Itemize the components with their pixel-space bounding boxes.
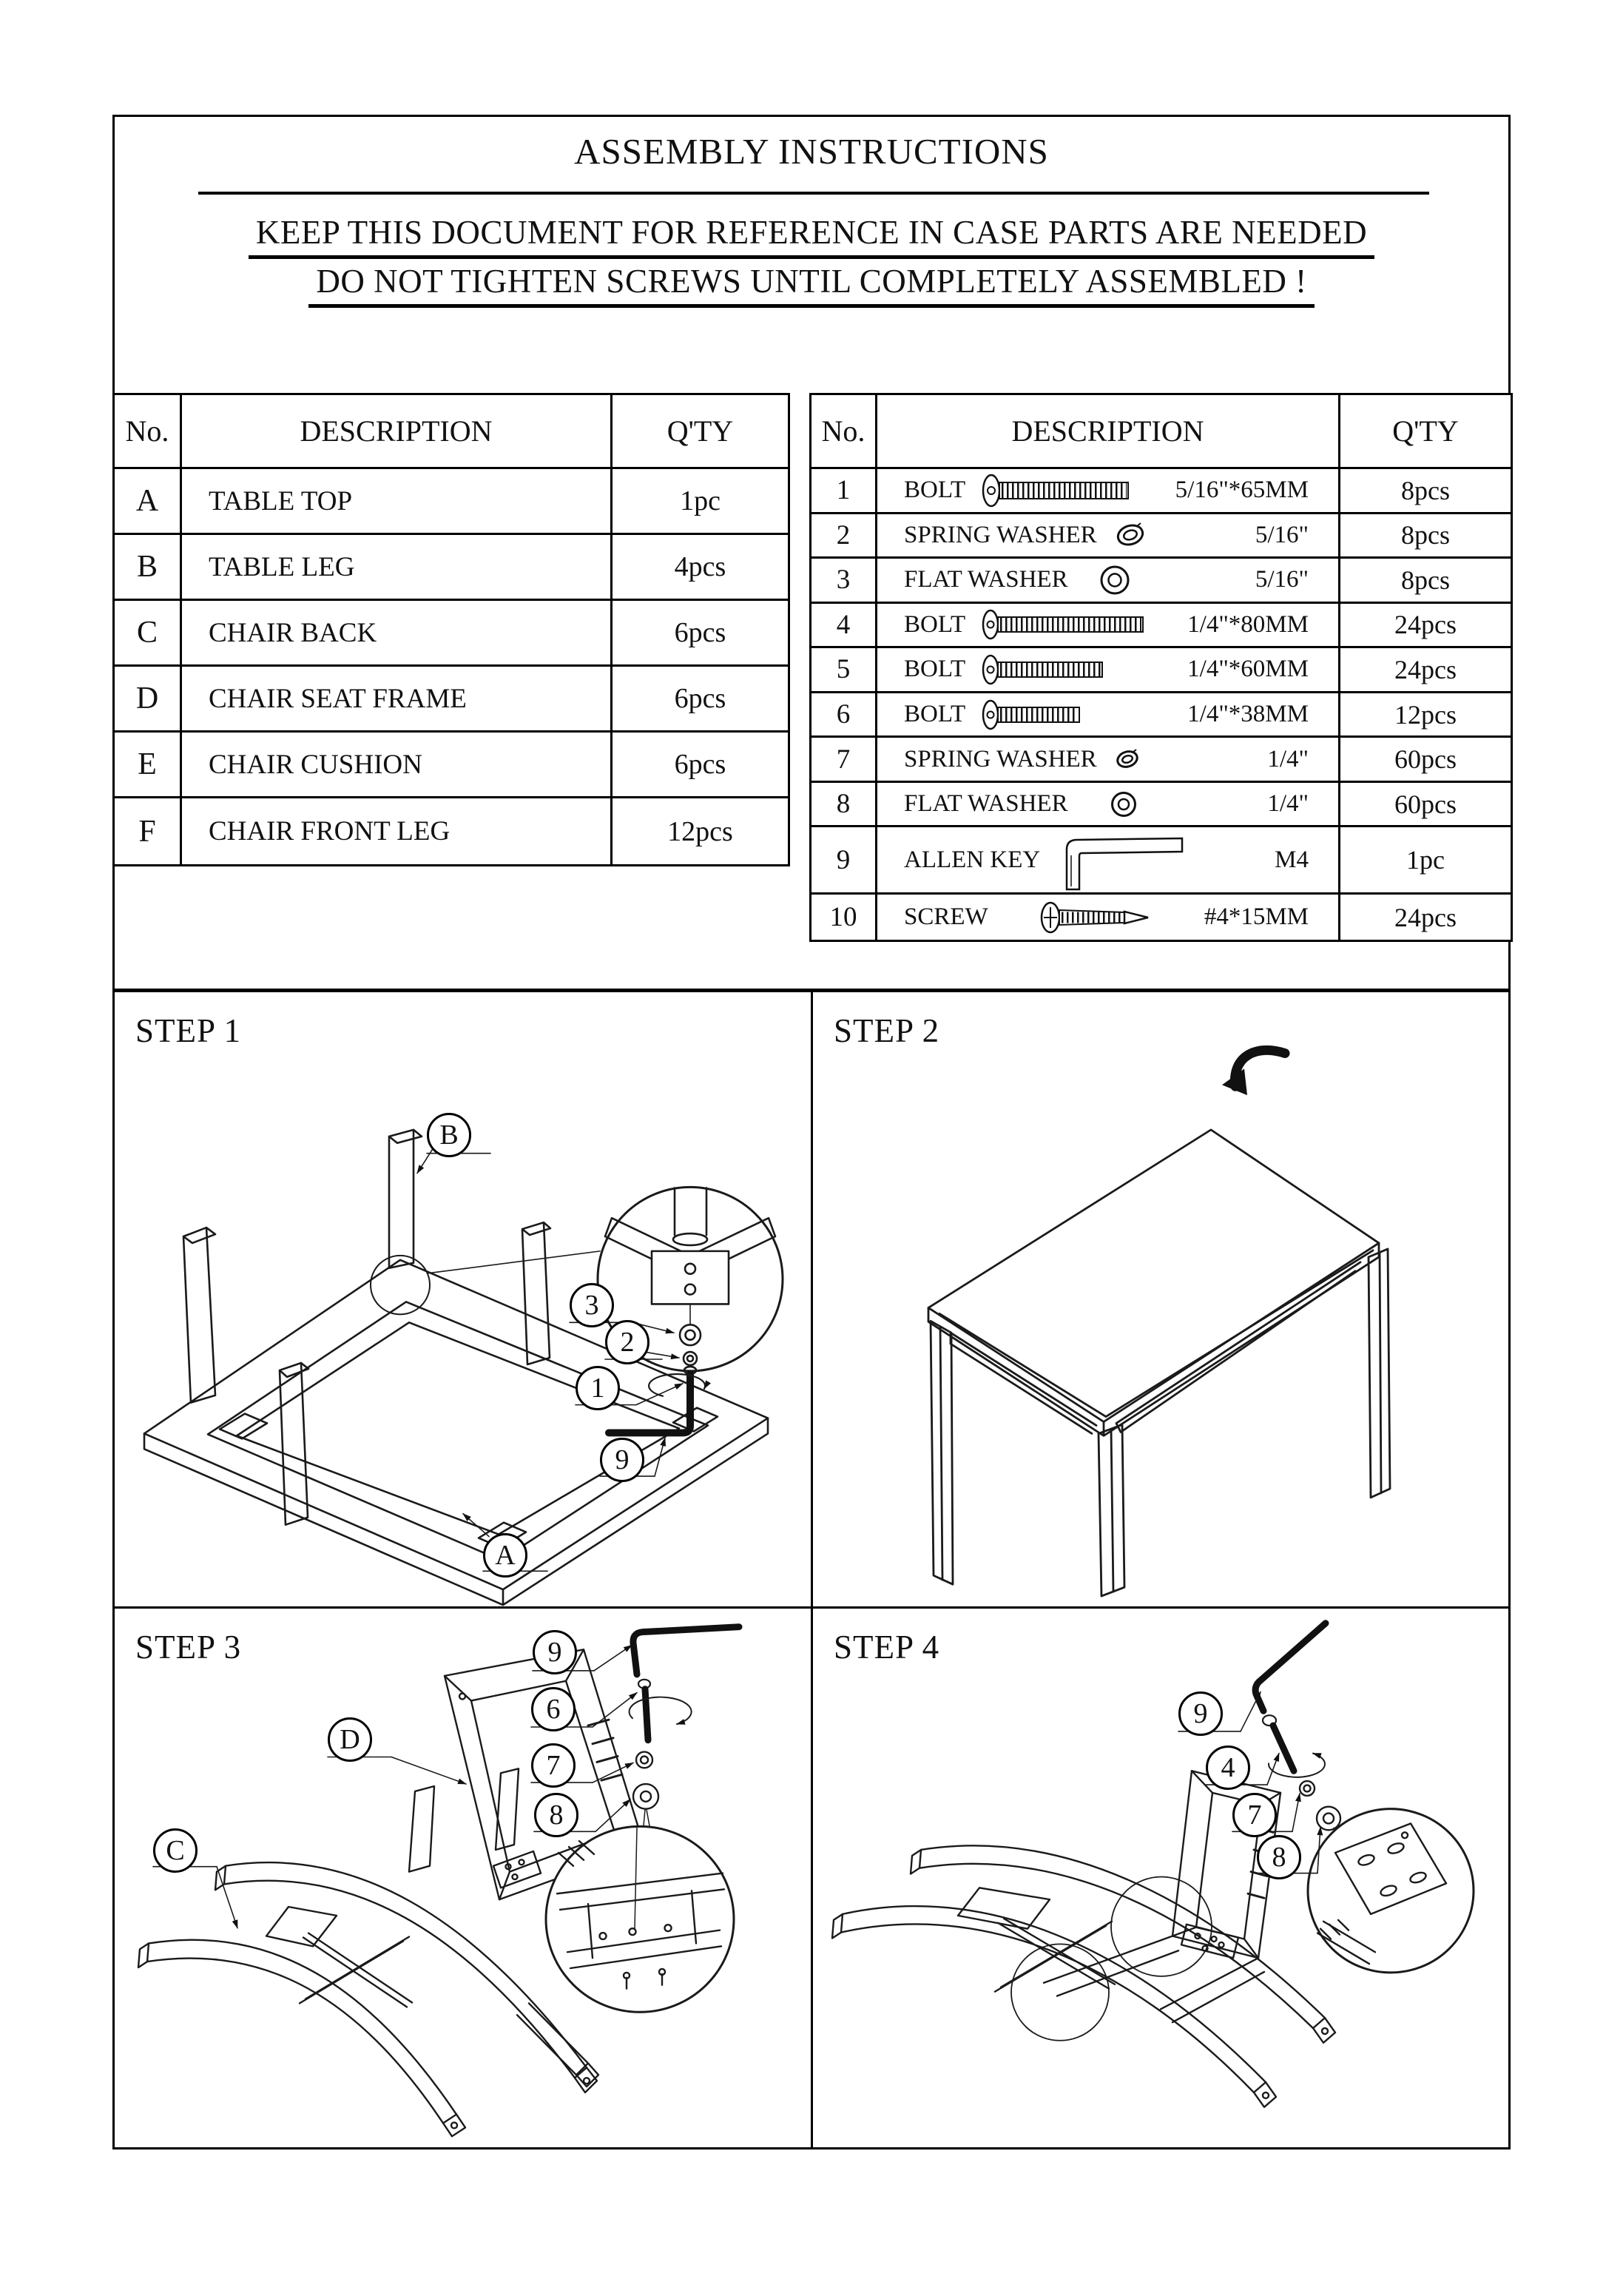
cell-description: [877, 693, 1340, 738]
screw-icon: [1040, 900, 1153, 935]
cell-no: B: [115, 535, 182, 601]
cell-header-qty: Q'TY: [1340, 395, 1511, 469]
step2-title: STEP 2: [834, 1012, 940, 1049]
cell-qty: 1pc: [613, 469, 788, 535]
cell-qty: 6pcs: [613, 667, 788, 733]
step1-title: STEP 1: [135, 1012, 242, 1049]
warning-text-2: DO NOT TIGHTEN SCREWS UNTIL COMPLETELY ASSEMBLED !: [308, 262, 1314, 308]
title-divider: [198, 192, 1429, 195]
cell-no: 3: [812, 559, 877, 604]
cell-header-description: DESCRIPTION: [877, 395, 1340, 469]
callout-spring-washer: 2: [605, 1320, 649, 1364]
cell-description: [877, 648, 1340, 693]
cell-description: [877, 604, 1340, 649]
warning-row-2: [115, 262, 1508, 308]
hardware-name: BOLT: [904, 610, 966, 638]
hardware-spec: 5/16": [1255, 521, 1309, 548]
hardware-name: SPRING WASHER: [904, 745, 1097, 772]
allen-key-icon: [1056, 827, 1188, 892]
cell-no: 1: [812, 469, 877, 514]
cell-qty: 24pcs: [1340, 604, 1511, 649]
hardware-table: [809, 393, 1513, 942]
step2-panel: [813, 992, 1508, 1606]
cell-qty: 6pcs: [613, 601, 788, 667]
spring-washer-icon: [1113, 746, 1141, 772]
step1-illustration: [115, 992, 811, 1606]
cell-qty: 12pcs: [667, 815, 733, 847]
callout-bolt: 6: [531, 1687, 576, 1731]
hardware-spec: 1/4": [1267, 790, 1309, 818]
callout-flat-washer: 8: [534, 1793, 578, 1837]
callout-table-leg: B: [427, 1113, 471, 1157]
cell-no: 6: [812, 693, 877, 738]
hardware-spec: M4: [1275, 846, 1309, 873]
cell-no: 4: [812, 604, 877, 649]
page-title: ASSEMBLY INSTRUCTIONS: [574, 131, 1049, 172]
hardware-name: BOLT: [904, 477, 966, 504]
cell-qty: 6pcs: [613, 733, 788, 798]
hardware-spec: 5/16"*65MM: [1175, 477, 1309, 504]
flat-washer-icon: [1109, 790, 1138, 819]
cell-description: [877, 514, 1340, 559]
bolt-icon: [982, 698, 1085, 731]
cell-header-qty: Q'TY: [613, 395, 788, 469]
callout-allen-key: 9: [533, 1630, 577, 1674]
bolt-icon: [982, 653, 1107, 686]
flat-washer-icon: [1098, 563, 1132, 597]
callout-allen-key: 9: [600, 1438, 644, 1482]
hardware-name: SPRING WASHER: [904, 521, 1097, 548]
step1-panel: [115, 992, 811, 1606]
callout-bolt: 4: [1206, 1745, 1250, 1790]
cell-qty: 24pcs: [1340, 648, 1511, 693]
hardware-spec: 1/4"*60MM: [1187, 656, 1309, 683]
cell-qty: 8pcs: [1340, 469, 1511, 514]
bolt-icon: [982, 474, 1133, 508]
hardware-name: ALLEN KEY: [904, 846, 1041, 873]
cell-no: 8: [812, 783, 877, 828]
hardware-spec: 1/4"*80MM: [1187, 610, 1309, 638]
cell-no: F: [115, 798, 182, 864]
cell-description: [877, 469, 1340, 514]
cell-no: 10: [812, 895, 877, 940]
cell-qty: 8pcs: [1340, 559, 1511, 604]
warning-text-1: KEEP THIS DOCUMENT FOR REFERENCE IN CASE PARTS ARE NEEDED: [249, 213, 1374, 259]
callout-bolt: 1: [576, 1366, 620, 1410]
parts-table: [112, 393, 790, 866]
cell-description: [877, 559, 1340, 604]
hardware-spec: #4*15MM: [1204, 903, 1309, 931]
cell-description: CHAIR CUSHION: [182, 733, 613, 798]
cell-description: [877, 738, 1340, 783]
callout-flat-washer: 8: [1257, 1835, 1301, 1879]
cell-description: [877, 895, 1340, 940]
step4-title: STEP 4: [834, 1629, 940, 1666]
callout-table-top: A: [483, 1533, 527, 1578]
cell-qty: 12pcs: [1340, 693, 1511, 738]
hardware-spec: 1/4": [1267, 745, 1309, 772]
hardware-name: FLAT WASHER: [904, 566, 1068, 593]
cell-no: 5: [812, 648, 877, 693]
step4-illustration: [813, 1609, 1508, 2147]
cell-qty: 4pcs: [613, 535, 788, 601]
cell-qty: 8pcs: [1340, 514, 1511, 559]
cell-header-no: No.: [115, 395, 182, 469]
callout-seat-frame: D: [328, 1717, 372, 1762]
cell-no: D: [115, 667, 182, 733]
step3-illustration: [115, 1609, 811, 2147]
cell-description: [877, 783, 1340, 828]
document-border: [112, 115, 1511, 2149]
cell-description: TABLE TOP: [182, 469, 613, 535]
cell-description: CHAIR FRONT LEG: [182, 798, 613, 864]
hardware-name: BOLT: [904, 701, 966, 728]
cell-qty: 24pcs: [1394, 902, 1457, 932]
bolt-icon: [982, 608, 1148, 641]
cell-no: 2: [812, 514, 877, 559]
hardware-name: BOLT: [904, 656, 966, 683]
hardware-name: SCREW: [904, 903, 988, 931]
callout-allen-key: 9: [1178, 1691, 1223, 1736]
step2-illustration: [813, 992, 1508, 1606]
warning-row-1: [115, 213, 1508, 259]
hardware-spec: 1/4"*38MM: [1187, 701, 1309, 728]
callout-chair-back: C: [153, 1828, 198, 1873]
cell-no: C: [115, 601, 182, 667]
cell-qty: 60pcs: [1340, 783, 1511, 828]
cell-description: TABLE LEG: [182, 535, 613, 601]
hardware-name: FLAT WASHER: [904, 790, 1068, 818]
spring-washer-icon: [1113, 519, 1147, 551]
callout-spring-washer: 7: [531, 1743, 576, 1788]
cell-no: 7: [812, 738, 877, 783]
cell-qty: 60pcs: [1340, 738, 1511, 783]
cell-no: 9: [812, 827, 877, 895]
hardware-spec: 5/16": [1255, 566, 1309, 593]
cell-description: CHAIR SEAT FRAME: [182, 667, 613, 733]
callout-flat-washer: 3: [570, 1283, 614, 1327]
cell-no: A: [115, 469, 182, 535]
step3-panel: [115, 1609, 811, 2147]
cell-header-no: No.: [812, 395, 877, 469]
step4-panel: [813, 1609, 1508, 2147]
cell-description: [877, 827, 1340, 895]
flip-arrow-icon: [1222, 1050, 1285, 1095]
step3-title: STEP 3: [135, 1629, 242, 1666]
cell-no: E: [115, 733, 182, 798]
cell-header-description: DESCRIPTION: [182, 395, 613, 469]
cell-description: CHAIR BACK: [182, 601, 613, 667]
callout-spring-washer: 7: [1232, 1793, 1277, 1837]
cell-qty: 1pc: [1340, 827, 1511, 895]
